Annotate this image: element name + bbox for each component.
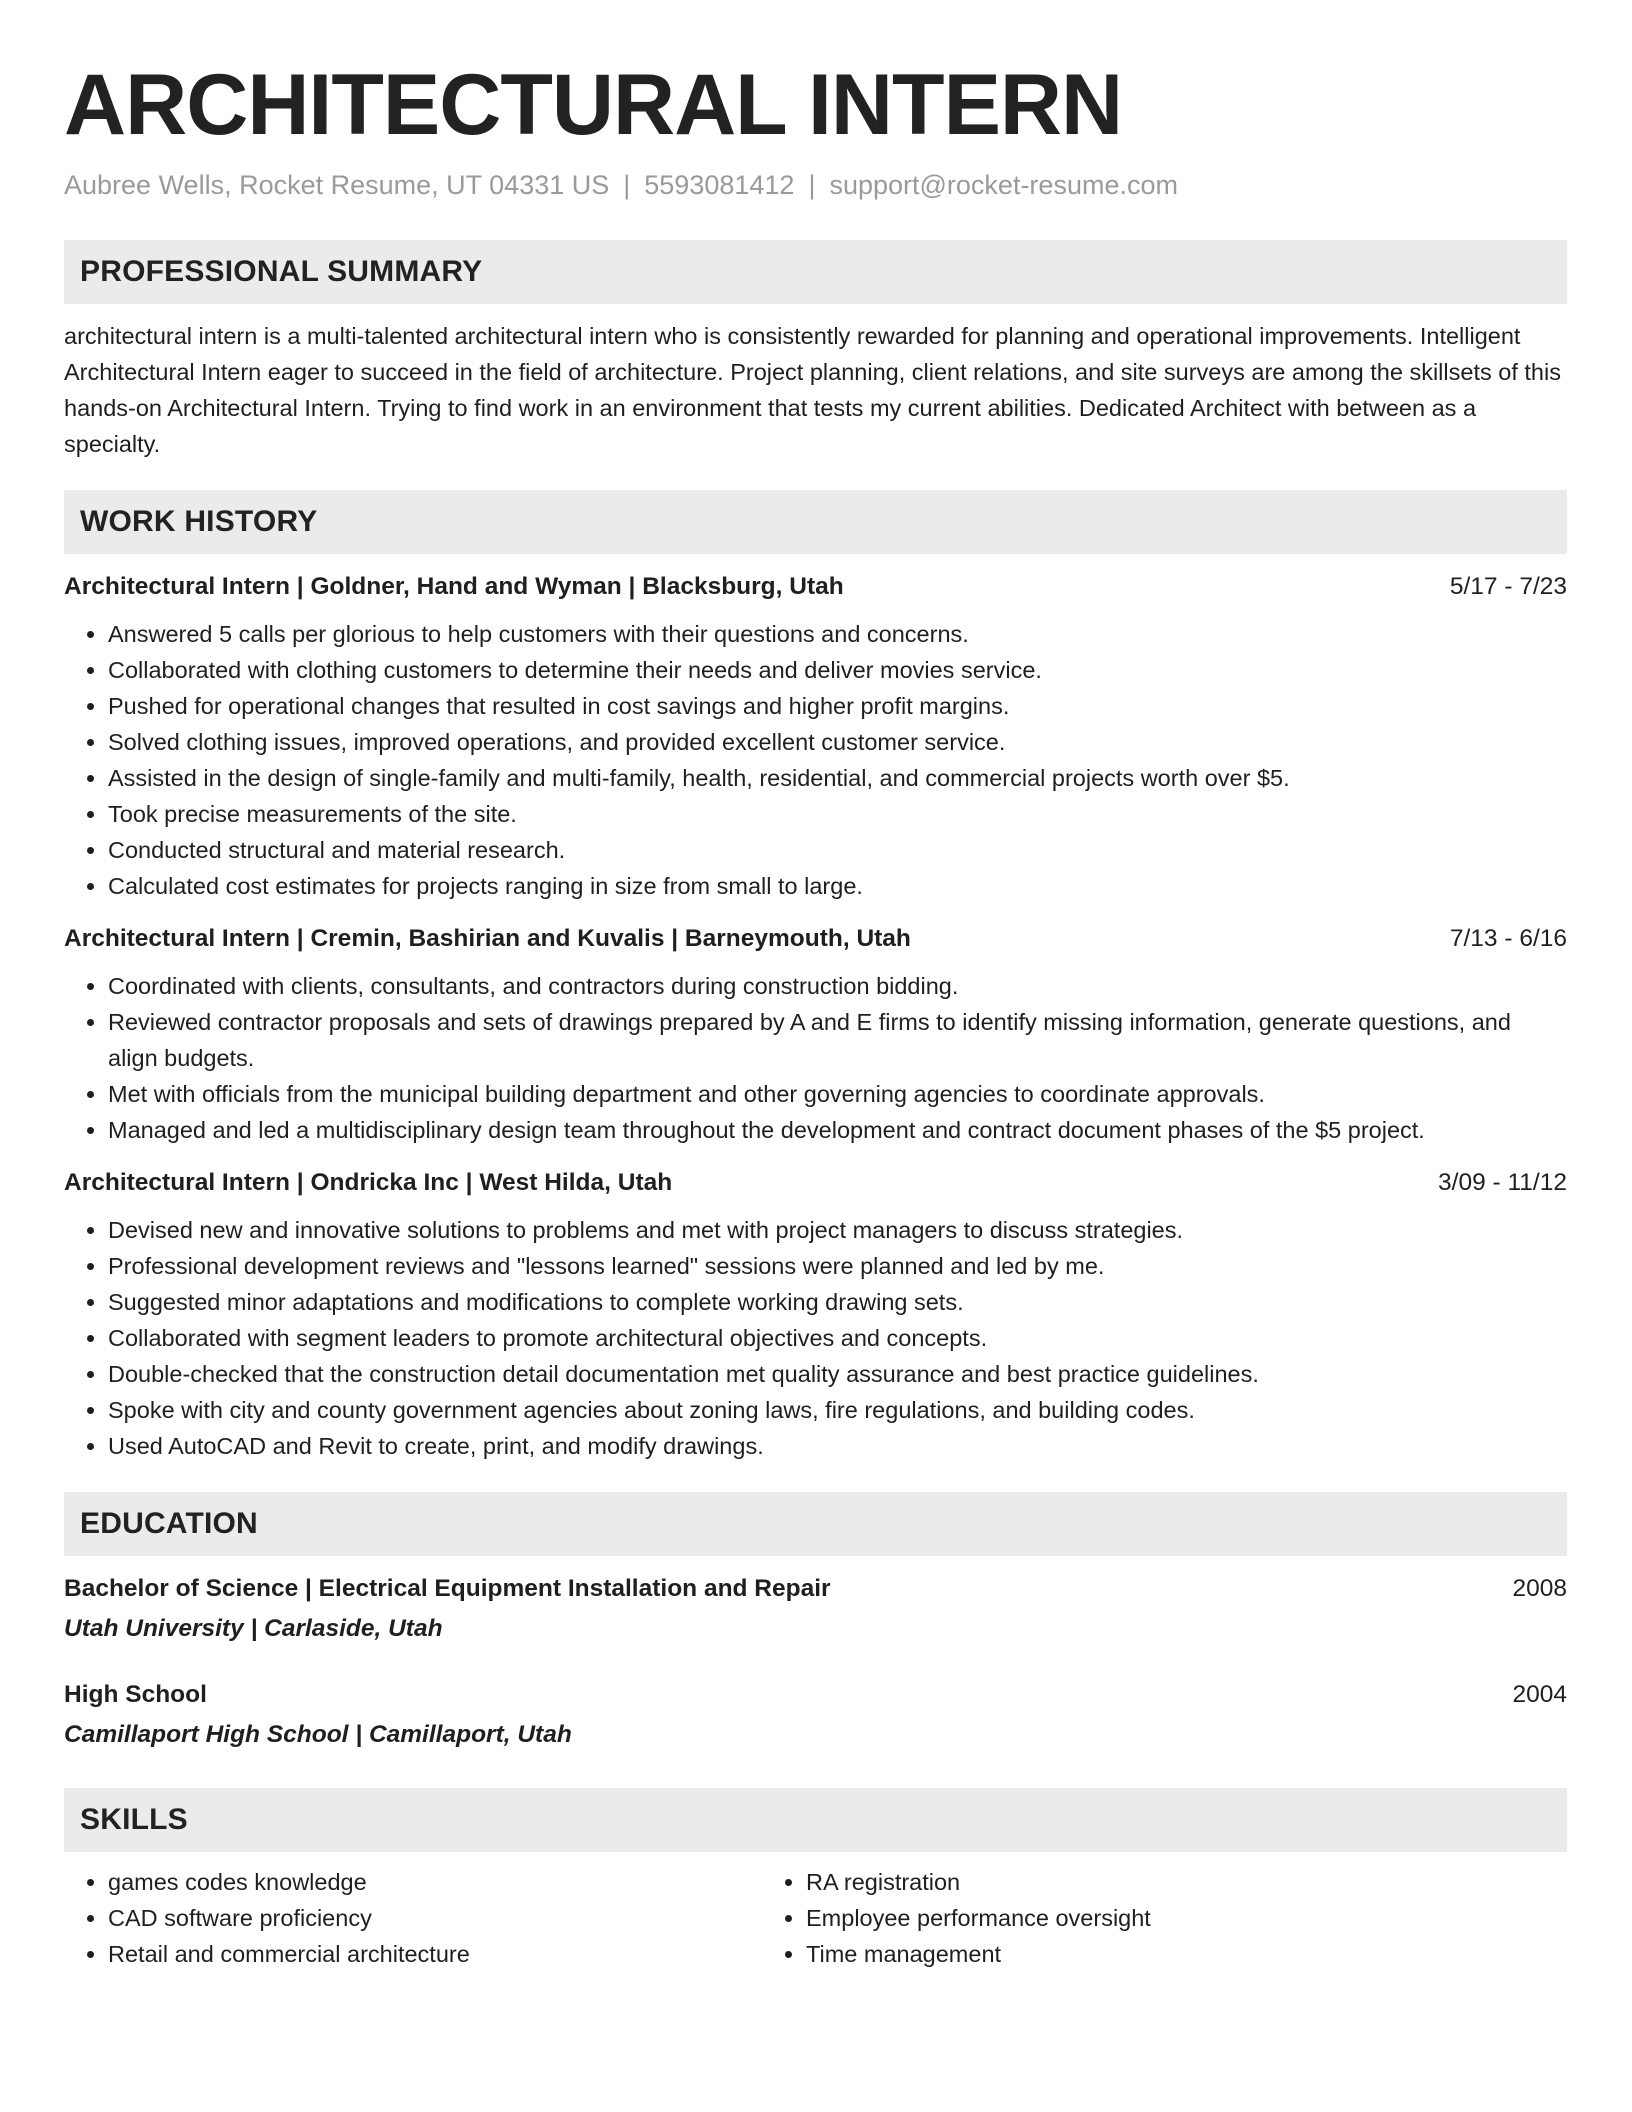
skill-item: • CAD software proficiency [108, 1900, 762, 1936]
section-heading-skills: SKILLS [64, 1788, 1567, 1852]
job-dates: 5/17 - 7/23 [1449, 573, 1567, 600]
job-bullet: • Took precise measurements of the site. [108, 796, 1567, 832]
education-header [64, 1678, 1567, 1712]
job-bullet: • Devised new and innovative solutions to problems and met with project managers to discuss strategies. [108, 1212, 1567, 1248]
contact-line [64, 168, 1567, 202]
job-entry [64, 570, 1567, 904]
section-heading-summary: PROFESSIONAL SUMMARY [64, 240, 1567, 304]
education-year: 2004 [1512, 1681, 1567, 1708]
job-title: Architectural Intern | Ondricka Inc | West Hilda, Utah [64, 1169, 673, 1196]
education-degree: Bachelor of Science | Electrical Equipment Installation and Repair [64, 1575, 831, 1602]
resume-page [64, 0, 1567, 1972]
job-entry [64, 1166, 1567, 1464]
contact-separator: | [808, 170, 816, 200]
contact-separator: | [623, 170, 631, 200]
summary-text: architectural intern is a multi-talented architectural intern who is consistently rewarded for planning and operational improvements. Intelligent Architectural Intern eager to succeed in the field of architecture. Project planning, client relations, and site surveys are among the skillsets of this hands-on Architectural Intern. Trying to find work in an environment that tests my current abilities. Dedicated Architect with between as a specialty. [64, 323, 1561, 457]
contact-address: Aubree Wells, Rocket Resume, UT 04331 US [64, 170, 610, 200]
job-bullet: • Coordinated with clients, consultants, and contractors during construction bidding. [108, 968, 1567, 1004]
education-entry [64, 1678, 1567, 1752]
job-bullet: • Double-checked that the construction detail documentation met quality assurance and best practice guidelines. [108, 1356, 1567, 1392]
education-entry [64, 1572, 1567, 1646]
skill-item: • Employee performance oversight [806, 1900, 1460, 1936]
job-bullet: • Assisted in the design of single-family and multi-family, health, residential, and commercial projects worth over $5. [108, 760, 1567, 796]
skill-item: • Time management [806, 1936, 1460, 1972]
job-bullet: • Professional development reviews and "lessons learned" sessions were planned and led by me. [108, 1248, 1567, 1284]
job-bullet: • Pushed for operational changes that resulted in cost savings and higher profit margins. [108, 688, 1567, 724]
job-bullet: • Solved clothing issues, improved operations, and provided excellent customer service. [108, 724, 1567, 760]
job-header [64, 1166, 1567, 1200]
education-header [64, 1572, 1567, 1606]
skill-item: • games codes knowledge [108, 1864, 762, 1900]
skills-list [64, 1864, 1567, 1972]
skill-item: • RA registration [806, 1864, 1460, 1900]
section-heading-education: EDUCATION [64, 1492, 1567, 1556]
section-heading-work-history: WORK HISTORY [64, 490, 1567, 554]
education-school: Camillaport High School | Camillaport, Utah [64, 1721, 572, 1748]
contact-email: support@rocket-resume.com [829, 170, 1178, 200]
job-header [64, 922, 1567, 956]
job-bullet: • Used AutoCAD and Revit to create, print, and modify drawings. [108, 1428, 1567, 1464]
job-dates: 3/09 - 11/12 [1438, 1169, 1567, 1196]
job-bullets [64, 616, 1567, 904]
skill-item: • Retail and commercial architecture [108, 1936, 762, 1972]
resume-title: ARCHITECTURAL INTERN [64, 57, 1123, 153]
job-bullets [64, 968, 1567, 1148]
job-title: Architectural Intern | Goldner, Hand and Wyman | Blacksburg, Utah [64, 573, 844, 600]
job-bullet: • Calculated cost estimates for projects ranging in size from small to large. [108, 868, 1567, 904]
job-bullet: • Met with officials from the municipal building department and other governing agencies to coordinate approvals. [108, 1076, 1567, 1112]
job-dates: 7/13 - 6/16 [1449, 925, 1567, 952]
education-school: Utah University | Carlaside, Utah [64, 1615, 443, 1642]
job-bullet: • Answered 5 calls per glorious to help customers with their questions and concerns. [108, 616, 1567, 652]
job-header [64, 570, 1567, 604]
skills-column-left [64, 1864, 762, 1972]
skills-column-right [762, 1864, 1460, 1972]
job-bullet: • Collaborated with clothing customers to determine their needs and deliver movies service. [108, 652, 1567, 688]
job-bullet: • Managed and led a multidisciplinary design team throughout the development and contract document phases of the $5 project. [108, 1112, 1567, 1148]
education-year: 2008 [1512, 1575, 1567, 1602]
job-bullet: • Conducted structural and material research. [108, 832, 1567, 868]
job-bullets [64, 1212, 1567, 1464]
job-title: Architectural Intern | Cremin, Bashirian and Kuvalis | Barneymouth, Utah [64, 925, 911, 952]
education-degree: High School [64, 1681, 207, 1708]
job-bullet: • Spoke with city and county government agencies about zoning laws, fire regulations, and building codes. [108, 1392, 1567, 1428]
job-bullet: • Collaborated with segment leaders to promote architectural objectives and concepts. [108, 1320, 1567, 1356]
job-bullet: • Suggested minor adaptations and modifications to complete working drawing sets. [108, 1284, 1567, 1320]
contact-phone: 5593081412 [644, 170, 795, 200]
job-bullet: • Reviewed contractor proposals and sets of drawings prepared by A and E firms to identify missing information, generate questions, and align budgets. [108, 1004, 1567, 1076]
job-entry [64, 922, 1567, 1148]
